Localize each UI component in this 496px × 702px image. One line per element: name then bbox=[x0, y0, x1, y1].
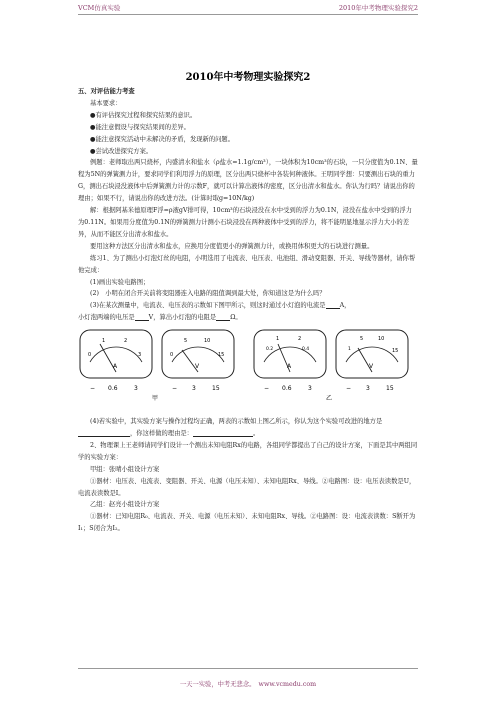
ammeter-jia-tick-2: 2 bbox=[124, 338, 128, 345]
page-footer bbox=[78, 668, 418, 688]
ammeter-jia-term-06: 0.6 bbox=[108, 385, 118, 393]
ammeter-jia-tick-3: 3 bbox=[138, 352, 142, 359]
page-title: 2010年中考物理实验探究2 bbox=[185, 72, 311, 83]
ammeter-jia-unit: A bbox=[113, 363, 118, 371]
ammeter-jia-term-3: 3 bbox=[134, 385, 138, 393]
voltmeter-yi-inner-1: 1 bbox=[348, 347, 351, 353]
voltmeter-yi-term-neg: − bbox=[346, 385, 352, 393]
bullet-3: ●能注意探究活动中未解决的矛盾，发现新的问题。 bbox=[90, 135, 235, 143]
question-3-text-c: 小灯泡两端的电压是 bbox=[78, 314, 135, 322]
voltmeter-jia bbox=[162, 330, 234, 392]
voltmeter-jia-term-3: 3 bbox=[192, 385, 196, 393]
question-3-text-e: Ω。 bbox=[230, 314, 242, 322]
question-3-text-b: A， bbox=[339, 302, 351, 310]
example-improvement: 要用这种方法区分出清水和盐水，应换用分度值更小的弹簧测力计，或换用体积更大的石块进行测量。 bbox=[90, 242, 374, 250]
question-2: (2) 小明在闭合开关前将变阻器连入电路的阻值调到最大处，你知道这是为什么吗？ bbox=[90, 290, 326, 298]
question-3-text-d: V，算出小灯泡的电阻是 bbox=[148, 314, 217, 322]
footer-text: 一天一实验，中考无悲念。 www.vcmedu.com bbox=[179, 681, 317, 688]
example-solution: 解：根据阿基米德原理F浮=ρ液gV排可得，10cm³的石块浸没在水中受到的浮力为0.1N，浸没在盐水中受到的浮力为0.11N。如果用分度值为0.1N的弹簧测力计测小石块浸没在两种液体中受到的浮力，将不能明显地显示浮力大小的差异，从而不能区分出清水和盐水。 bbox=[78, 207, 412, 238]
document-body bbox=[78, 86, 418, 535]
question-4 bbox=[78, 416, 418, 440]
ammeter-yi bbox=[254, 330, 326, 392]
voltmeter-yi-unit: V bbox=[369, 363, 374, 371]
ammeter-jia-term-neg: − bbox=[90, 385, 96, 393]
voltmeter-jia-unit: V bbox=[195, 363, 200, 371]
voltage-blank[interactable] bbox=[135, 312, 149, 321]
ammeter-yi-inner-02: 0.2 bbox=[266, 347, 274, 353]
header-right: 2010年中考物理实验探究2 bbox=[338, 4, 418, 12]
example-question: 例题：老师取出两只烧杯，内盛清水和盐水（ρ盐水=1.1g/cm³），一块体积为10cm³的石块，一只分度值为0.1N、量程为5N的弹簧测力计，要求同学们利用浮力的原理，区分出两只烧杯中各装何种液体。王明同学想：只要测出石块的重力G，测出石块浸没液体中后弹簧测力计的示数F，就可以计算出液体的密度，区分出清水和盐水。你认为行吗？请说出你的理由；如果不行，请说出你的改进方法。(计算时取g=10N/kg) bbox=[78, 159, 418, 203]
ammeter-yi-inner-04: 0.4 bbox=[302, 347, 310, 353]
ammeter-jia bbox=[80, 330, 152, 392]
ammeter-yi-unit: A bbox=[287, 363, 292, 371]
question-1: (1)画出实验电路图； bbox=[90, 278, 150, 286]
question-3-cont bbox=[78, 312, 418, 324]
voltmeter-yi-tick-15: 15 bbox=[392, 348, 399, 355]
voltmeter-yi-term-15: 15 bbox=[386, 385, 394, 393]
group-a-text: ①器材：电压表、电流表、变阻器、开关、电源（电压未知）、未知电阻Rx、导线。②电路图：设：电压表读数是U，电流表读数是I。 bbox=[78, 477, 416, 497]
question-4-text-c: 。 bbox=[252, 430, 260, 438]
bullet-4: ●尝试改进探究方案。 bbox=[90, 147, 153, 155]
question-4-text-b: ，你这样做的理由是： bbox=[130, 430, 193, 438]
voltmeter-jia-term-15: 15 bbox=[212, 385, 220, 393]
group-b-heading: 乙组：赵亮小组设计方案 bbox=[90, 501, 160, 509]
voltmeter-jia-tick-5: 5 bbox=[184, 338, 188, 345]
page-header bbox=[78, 0, 418, 15]
ammeter-yi-term-3: 3 bbox=[308, 385, 312, 393]
voltmeter-jia-tick-10: 10 bbox=[204, 338, 211, 345]
ammeter-yi-tick-1: 1 bbox=[276, 336, 280, 343]
ammeter-yi-term-06: 0.6 bbox=[282, 385, 292, 393]
question-4-text-a: (4)若实验中，其实验方案与操作过程均正确，两表的示数如上图乙所示，你认为这个实验可改进的地方是 bbox=[90, 418, 383, 426]
label-yi: 乙 bbox=[326, 395, 333, 403]
ammeter-jia-tick-0: 0 bbox=[88, 352, 92, 359]
section-heading: 五、对评估能力考查 bbox=[78, 88, 135, 95]
exercise-1-intro: 练习1、为了测出小灯泡灯丝的电阻，小明选用了电流表、电压表、电池组、滑动变阻器、开关、导线等器材，请你帮他完成： bbox=[78, 254, 416, 274]
bullet-2: ●能注意假设与探究结果间的差异。 bbox=[90, 123, 190, 131]
header-left: VCM仿真实验 bbox=[78, 4, 121, 12]
voltmeter-jia-tick-0: 0 bbox=[170, 352, 174, 359]
group-a-heading: 甲组：张晴小组设计方案 bbox=[90, 465, 160, 473]
voltmeter-yi-term-3: 3 bbox=[366, 385, 370, 393]
bullet-1: ●有评估探究过程和探究结果的意识。 bbox=[90, 111, 197, 119]
voltmeter-jia-tick-15: 15 bbox=[218, 352, 225, 359]
ammeter-yi-term-neg: − bbox=[264, 385, 270, 393]
improve-blank[interactable] bbox=[78, 428, 130, 437]
requirements-label: 基本要求： bbox=[90, 99, 122, 107]
exercise-2-intro: 2、物理课上王老师请同学们设计一个测出未知电阻Rx的电路，各组同学都提出了自己的设计方案，下面是其中两组同学的实验方案： bbox=[78, 441, 418, 461]
reason-blank[interactable] bbox=[193, 428, 253, 437]
group-b-text: ①器材：已知电阻R₀、电流表、开关、电源（电压未知）、未知电阻Rx、导线。②电路图：设：电流表读数：S断开为I₁；S闭合为I₂。 bbox=[78, 513, 416, 533]
voltmeter-jia-term-neg: − bbox=[172, 385, 178, 393]
ammeter-jia-tick-1: 1 bbox=[102, 338, 106, 345]
ammeter-yi-tick-2: 2 bbox=[298, 336, 302, 343]
question-3-text-a: (3)在某次测量中，电流表、电压表的示数如下图甲所示，则这时通过小灯泡的电流是 bbox=[90, 302, 326, 310]
voltmeter-yi-tick-5: 5 bbox=[360, 336, 364, 343]
meters-figure bbox=[78, 328, 418, 410]
current-blank[interactable] bbox=[326, 300, 340, 309]
meters-svg bbox=[78, 328, 418, 410]
question-3 bbox=[78, 300, 418, 312]
label-jia: 甲 bbox=[152, 395, 159, 403]
voltmeter-yi-tick-10: 10 bbox=[378, 336, 385, 343]
resistance-blank[interactable] bbox=[216, 312, 230, 321]
voltmeter-yi bbox=[336, 330, 408, 392]
